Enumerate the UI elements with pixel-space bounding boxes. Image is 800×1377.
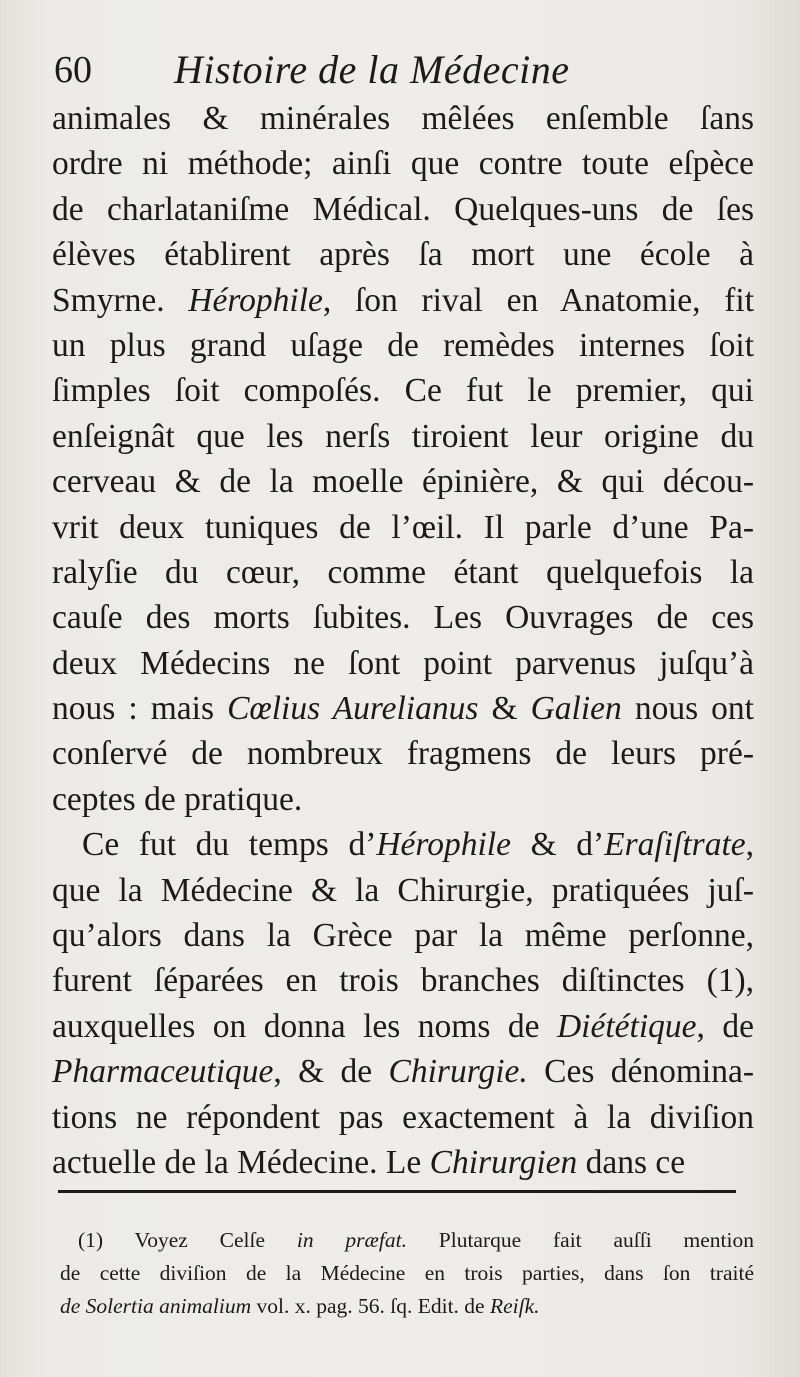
text-run: Plutarque fait auſſi mention bbox=[406, 1228, 754, 1252]
text-line bbox=[52, 1140, 754, 1185]
text-run: enſeignât que les nerſs tiroient leur origine du bbox=[52, 417, 754, 455]
text-run: que la Médecine & la Chirurgie, pratiquées juſ- bbox=[52, 871, 754, 909]
text-line bbox=[52, 368, 754, 413]
text-run: , ſon rival en Anatomie, fit bbox=[322, 281, 754, 319]
text-run: de charlataniſme Médical. Quelques-uns de ſes bbox=[52, 190, 754, 228]
text-line bbox=[52, 777, 754, 822]
text-line bbox=[52, 505, 754, 550]
text-run: ordre ni méthode; ainſi que contre toute eſpèce bbox=[52, 145, 754, 183]
text-run: , bbox=[745, 826, 754, 864]
text-run: nous : mais bbox=[52, 690, 228, 728]
text-run: Ces dénomina- bbox=[527, 1053, 754, 1091]
text-line bbox=[52, 641, 754, 686]
text-run: un plus grand uſage de remèdes internes ſoit bbox=[52, 326, 754, 364]
text-run: qu’alors dans la Grèce par la même perſonne, bbox=[52, 917, 754, 955]
text-line bbox=[52, 141, 754, 186]
running-title: Histoire de la Médecine bbox=[174, 47, 570, 92]
page-header bbox=[54, 42, 754, 98]
text-line bbox=[52, 1049, 754, 1094]
page-number: 60 bbox=[54, 49, 92, 91]
text-run: Ce fut du temps d’ bbox=[82, 826, 377, 864]
text-run: ralyſie du cœur, comme étant quelquefois la bbox=[52, 553, 754, 591]
text-run: furent ſéparées en trois branches diſtinctes (1), bbox=[52, 962, 754, 1000]
text-line bbox=[52, 686, 754, 731]
text-run: de cette diviſion de la Médecine en trois parties, dans ſon traité bbox=[60, 1261, 754, 1285]
text-run: (1) Voyez Celſe bbox=[78, 1228, 297, 1252]
text-run: & bbox=[478, 690, 531, 728]
text-line bbox=[52, 868, 754, 913]
text-line bbox=[52, 595, 754, 640]
italic-text: Diététique bbox=[556, 1007, 697, 1045]
text-line bbox=[52, 550, 754, 595]
italic-text: de Solertia animalium bbox=[60, 1294, 252, 1318]
italic-text: Hérophile bbox=[188, 281, 323, 319]
italic-text: Eraſiſtrate bbox=[604, 826, 746, 864]
italic-text: Reiſk. bbox=[489, 1294, 540, 1318]
text-run: tions ne répondent pas exactement à la diviſion bbox=[52, 1098, 754, 1136]
text-line bbox=[52, 958, 754, 1003]
text-run: cauſe des morts ſubites. Les Ouvrages de ces bbox=[52, 599, 754, 637]
italic-text: Hérophile bbox=[376, 826, 511, 864]
text-run: vrit deux tuniques de l’œil. Il parle d’une Pa- bbox=[52, 508, 754, 546]
text-line bbox=[52, 414, 754, 459]
text-run: auxquelles on donna les noms de bbox=[52, 1007, 557, 1045]
italic-text: in præfat. bbox=[296, 1228, 407, 1252]
text-run: deux Médecins ne ſont point parvenus juſqu’à bbox=[52, 644, 754, 682]
text-run: , & de bbox=[273, 1053, 389, 1091]
text-line bbox=[52, 1004, 754, 1049]
footnote-line bbox=[60, 1290, 754, 1323]
text-run: ceptes de pratique. bbox=[52, 780, 303, 818]
footnote-line bbox=[60, 1224, 754, 1257]
text-line bbox=[52, 913, 754, 958]
text-run: Smyrne. bbox=[52, 281, 189, 319]
footnote bbox=[60, 1224, 754, 1323]
italic-text: Pharmaceutique bbox=[52, 1053, 274, 1091]
text-run: élèves établirent après ſa mort une école à bbox=[52, 236, 754, 274]
text-run: actuelle de la Médecine. Le bbox=[52, 1143, 430, 1181]
text-run: cerveau & de la moelle épinière, & qui décou- bbox=[52, 463, 754, 501]
text-line bbox=[52, 731, 754, 776]
italic-text: Chirurgie. bbox=[388, 1053, 528, 1091]
italic-text: Galien bbox=[530, 690, 622, 728]
text-run: , de bbox=[696, 1007, 754, 1045]
text-line bbox=[52, 278, 754, 323]
italic-text: Cœlius Aurelianus bbox=[227, 690, 479, 728]
text-line bbox=[52, 96, 754, 141]
text-line bbox=[52, 232, 754, 277]
text-run: & d’ bbox=[510, 826, 605, 864]
text-line bbox=[52, 187, 754, 232]
text-run: animales & minérales mêlées enſemble ſans bbox=[52, 100, 754, 137]
text-line bbox=[52, 323, 754, 368]
text-line bbox=[52, 459, 754, 504]
text-run: vol. x. pag. 56. ſq. Edit. de bbox=[251, 1294, 490, 1318]
text-line bbox=[52, 1095, 754, 1140]
footnote-line bbox=[60, 1257, 754, 1290]
text-run: conſervé de nombreux fragmens de leurs pré- bbox=[52, 735, 754, 773]
footnote-separator-rule bbox=[58, 1190, 736, 1193]
main-text bbox=[52, 96, 754, 1185]
text-run: ſimples ſoit compoſés. Ce fut le premier, qui bbox=[52, 372, 754, 410]
text-line bbox=[52, 822, 754, 867]
text-run: dans ce bbox=[577, 1143, 686, 1181]
text-run: nous ont bbox=[621, 690, 754, 728]
italic-text: Chirurgien bbox=[429, 1143, 578, 1181]
